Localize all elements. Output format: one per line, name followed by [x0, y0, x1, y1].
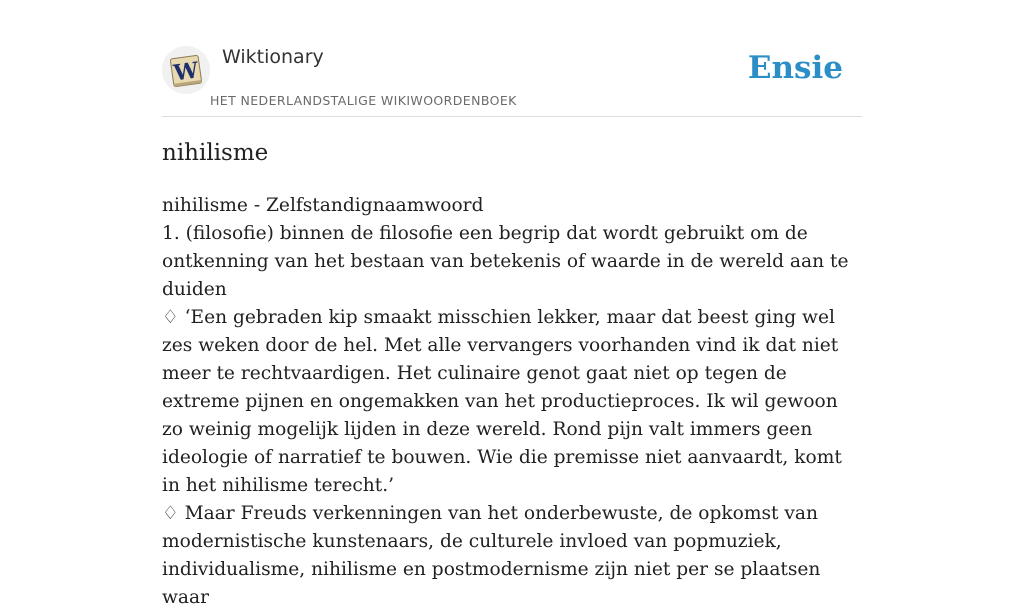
entry-example: ♢ ‘Een gebraden kip smaakt misschien lekker, maar dat beest ging wel zes weken door de hel. Met alle vervangers voorhanden vind ik dat niet meer te rechtvaardigen. Het culinaire genot gaat niet op tegen de extreme pijnen en ongemakken van het productieproces. Ik wil gewoon zo weinig mogelijk lijden in deze wereld. Rond pijn valt immers geen ideologie of narratief te bouwen. Wie die premisse niet aanvaardt, komt in het nihilisme terecht.’: [162, 307, 842, 496]
entry-heading: nihilisme - Zelfstandignaamwoord: [162, 195, 484, 216]
site-name[interactable]: Wiktionary: [222, 46, 324, 68]
ensie-brand-link[interactable]: Ensie: [747, 50, 843, 86]
site-tagline: HET NEDERLANDSTALIGE WIKIWOORDENBOEK: [210, 93, 517, 108]
entry-definition: 1. (filosofie) binnen de filosofie een begrip dat wordt gebruikt om de ontkenning van het bestaan van betekenis of waarde in de wereld aan te duiden: [162, 223, 849, 300]
site-header: [162, 0, 862, 117]
wiktionary-logo-icon[interactable]: [162, 46, 210, 94]
logo-letter: W: [172, 57, 201, 87]
page-container: [162, 0, 862, 608]
dictionary-entry: [162, 192, 862, 612]
entry-example: ♢ Maar Freuds verkenningen van het onderbewuste, de opkomst van modernistische kunstenaars, de culturele invloed van popmuziek, individualisme, nihilisme en postmodernisme zijn niet per se plaatsen waar: [162, 503, 821, 608]
page-title: nihilisme: [162, 140, 269, 166]
